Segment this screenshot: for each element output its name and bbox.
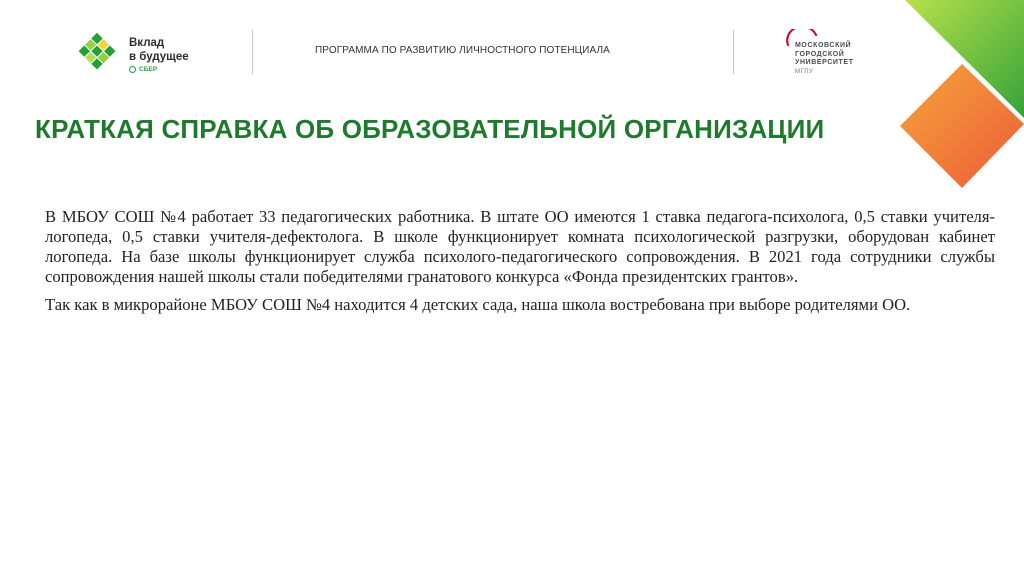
sber-label — [129, 66, 157, 73]
sber-text: СБЕР — [139, 66, 158, 73]
vklad-logo-text — [129, 36, 189, 64]
body-text — [45, 207, 995, 323]
mgpu-logo-text — [795, 42, 854, 68]
mgpu-line2: ГОРОДСКОЙ — [795, 50, 845, 58]
mgpu-line3: УНИВЕРСИТЕТ — [795, 59, 854, 66]
vklad-logo-icon — [72, 30, 122, 78]
vklad-logo-line1: Вклад — [129, 37, 165, 49]
paragraph-1: В МБОУ СОШ №4 работает 33 педагогических работника. В штате ОО имеются 1 ставка педагога-психолога, 0,5 ставки учителя-логопеда, 0,5 ставки учителя-дефектолога. В школе функционирует комната психологической разгрузки, оборудован кабинет логопеда. На базе школы функционирует служба психолого-педагогического сопровождения. В 2021 года сотрудники службы сопровождения нашей школы стали победителями гранатового конкурса «Фонда президентских грантов». — [45, 207, 995, 286]
header-divider-left — [252, 30, 253, 74]
mgpu-abbr: МГПУ — [795, 69, 814, 75]
mgpu-line1: МОСКОВСКИЙ — [795, 42, 852, 49]
header-divider-right — [733, 30, 734, 74]
sber-icon — [129, 66, 136, 73]
slide-heading: КРАТКАЯ СПРАВКА ОБ ОБРАЗОВАТЕЛЬНОЙ ОРГАНИЗАЦИИ — [35, 114, 825, 144]
vklad-v-budushchee-logo — [72, 28, 212, 80]
paragraph-2: Так как в микрорайоне МБОУ СОШ №4 находится 4 детских сада, наша школа востребована при выборе родителями ОО. — [45, 295, 911, 314]
vklad-logo-line2: в будущее — [129, 51, 189, 63]
program-title: ПРОГРАММА ПО РАЗВИТИЮ ЛИЧНОСТНОГО ПОТЕНЦИАЛА — [315, 45, 610, 56]
mgpu-logo — [782, 27, 892, 79]
